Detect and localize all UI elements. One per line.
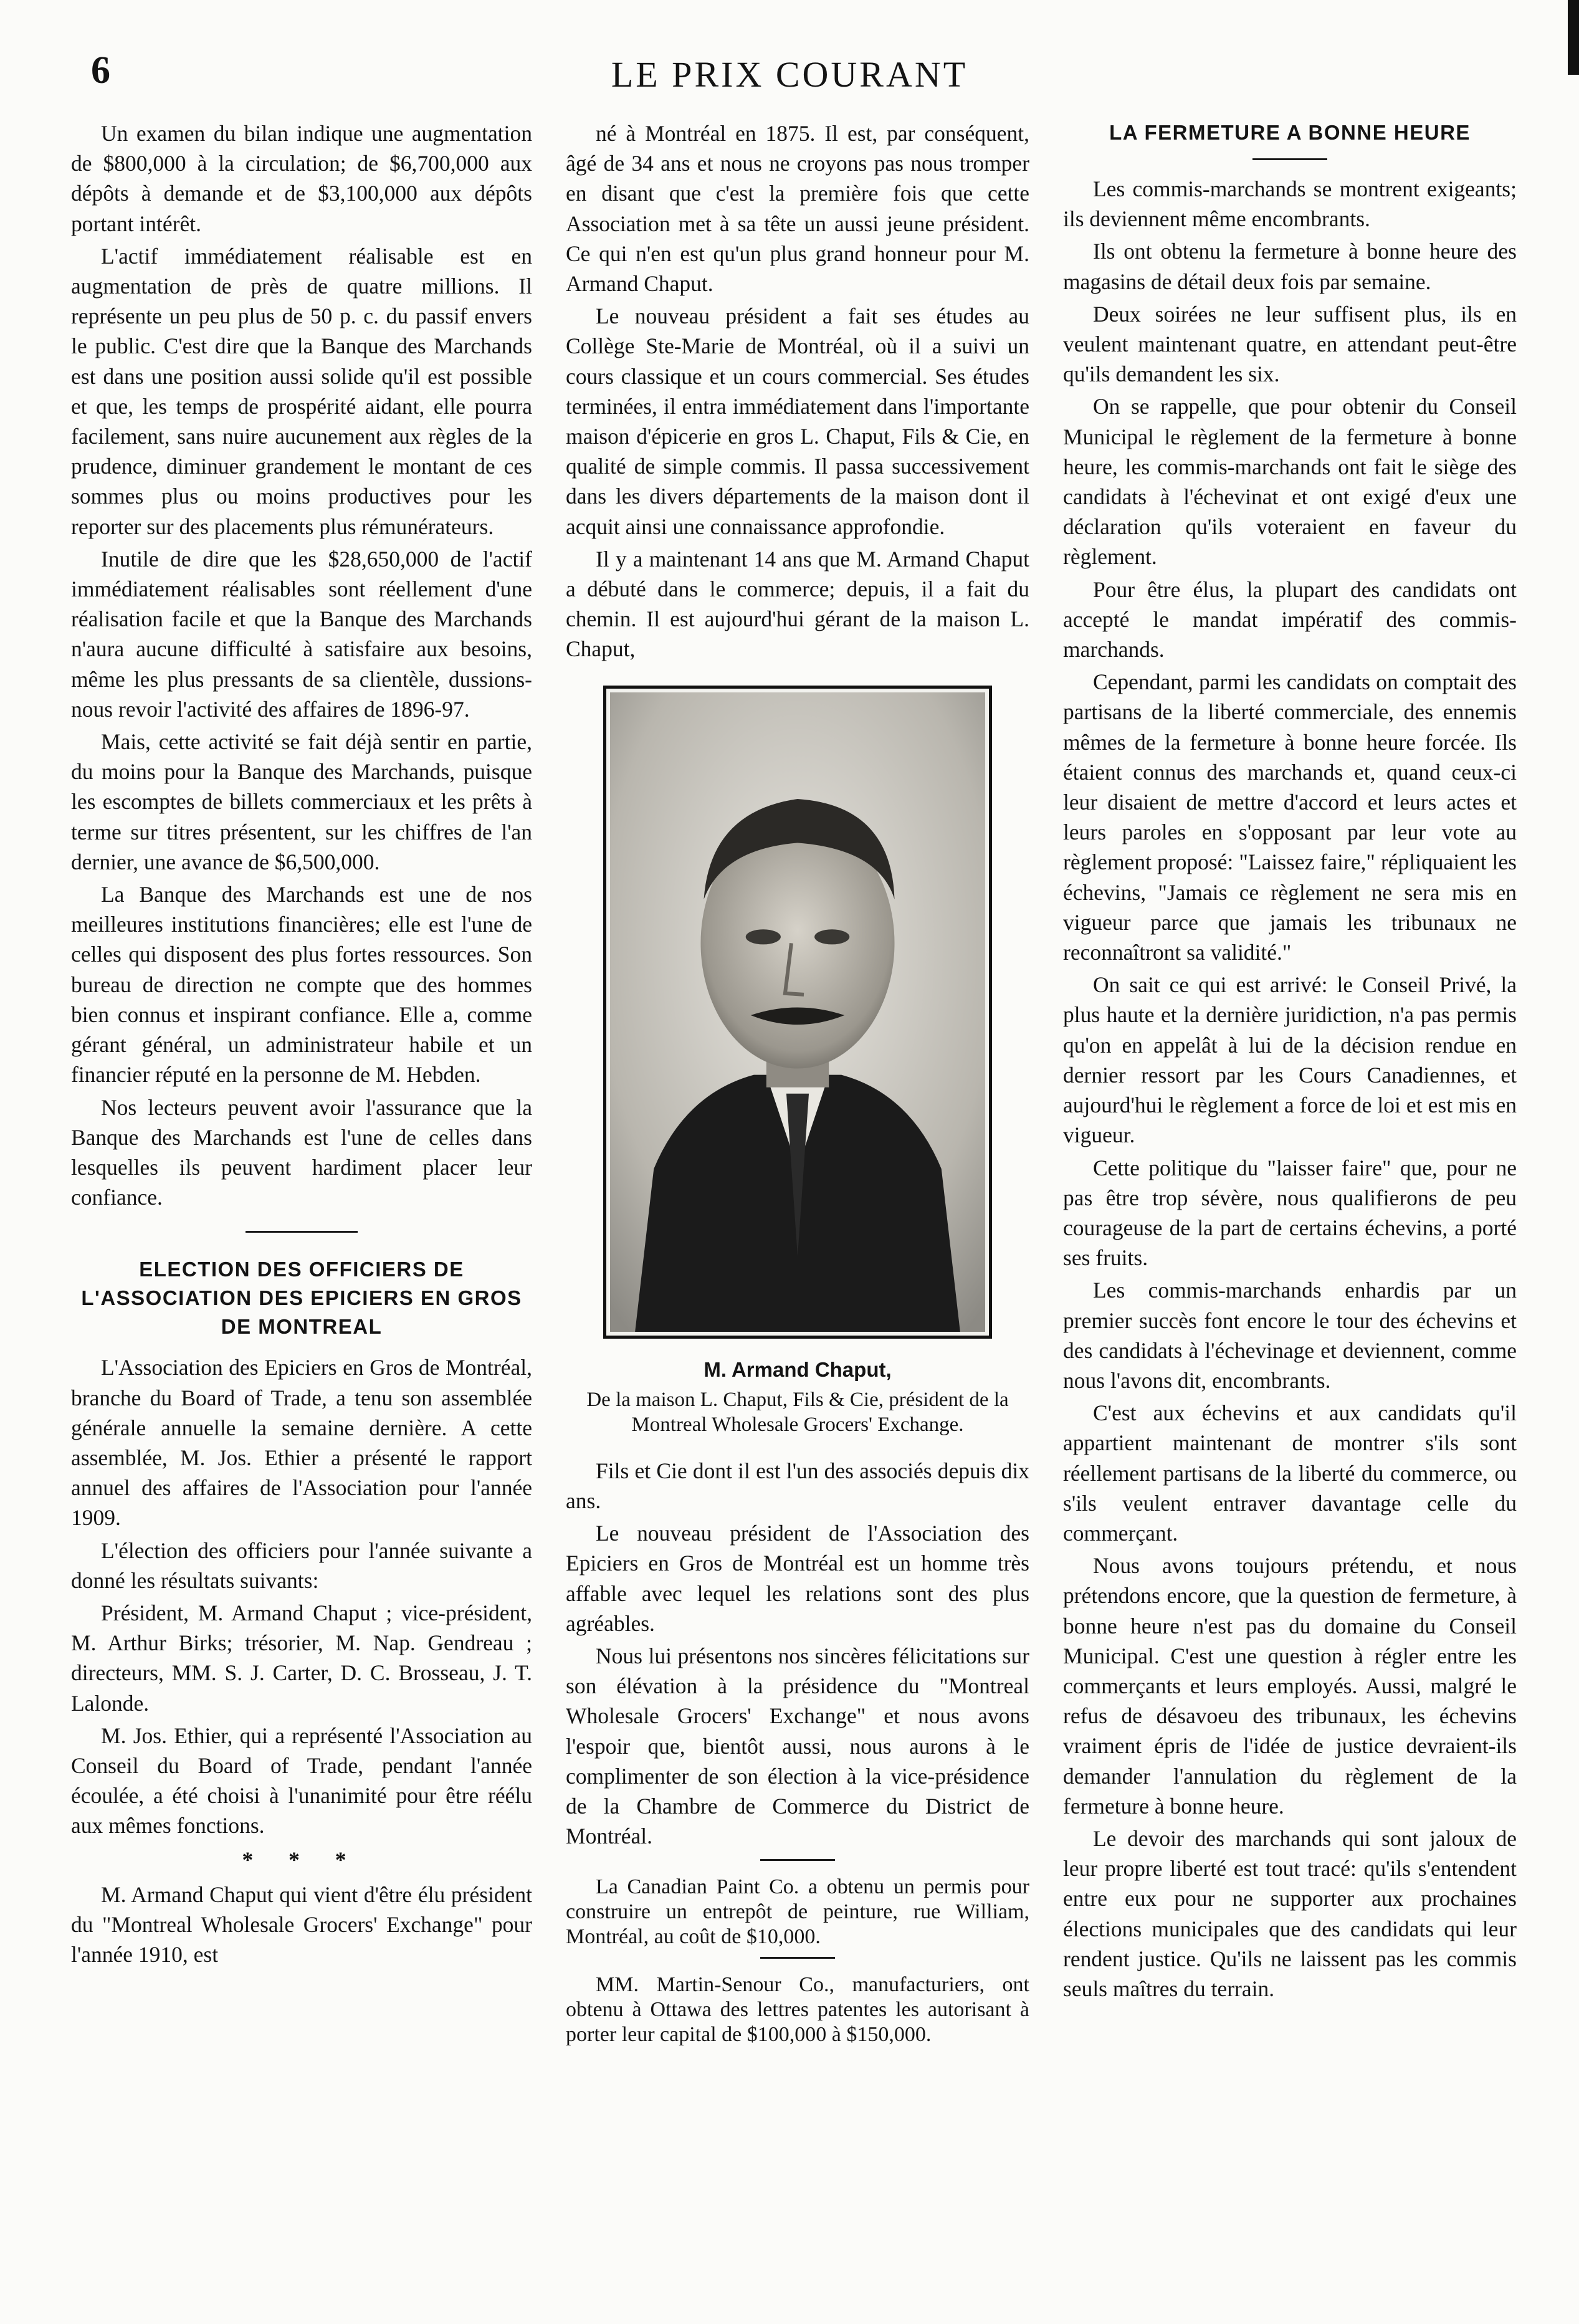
notice-martin-senour: MM. Martin-Senour Co., manufacturiers, ont obtenu à Ottawa des lettres patentes les autorisant à porter leur capital de $100,000 à $150,000. [566,1973,1029,2046]
election-paragraph-1: L'Association des Epiciers en Gros de Montréal, branche du Board of Trade, a tenu son assemblée générale annuelle la semaine dernière. A cette assemblée, M. Jos. Ethier a présenté le rapport annuel des affaires de l'Association pour l'année 1909. [71,1355,532,1531]
election-paragraph-4: M. Jos. Ethier, qui a représenté l'Association au Conseil du Board of Trade, pendant l'année écoulée, a été choisi à l'unanimité pour être réélu aux mêmes fonctions. [71,1723,532,1839]
bank-paragraph-4: Mais, cette activité se fait déjà sentir en partie, du moins pour la Banque des Marchands, puisque les escomptes de billets commerciaux et les prêts à terme sur titres présentent, sur les chiffres de l'an dernier, une avance de $6,500,000. [71,729,532,874]
closing-paragraph-10: C'est aux échevins et aux candidats qu'il appartient maintenant de montrer s'ils sont réellement partisans de la liberté du commerce, ou s'ils veulent entraver davantage celle du commerçant. [1063,1400,1517,1546]
headline-rule [1252,158,1327,160]
photo-caption-text: De la maison L. Chaput, Fils & Cie, président de la Montreal Wholesale Grocers' Exchange. [586,1388,1009,1436]
notice-block-1 [566,1875,1029,1949]
closing-paragraph-12: Le devoir des marchands qui sont jaloux de leur propre liberté est tout tracé: qu'ils s'entendent entre eux pour ne supporter aux prochaines élections municipales que des candidats qui leur rendent justice. Qu'ils ne laissent pas les commis seuls maîtres du terrain. [1063,1825,1517,2001]
notice-divider-2 [760,1957,835,1959]
chaput-paragraph-3: Il y a maintenant 14 ans que M. Armand Chaput a débuté dans le commerce; depuis, il a fait du chemin. Il est aujourd'hui gérant de la maison L. Chaput, [566,546,1029,662]
chaput-paragraph-1: né à Montréal en 1875. Il est, par conséquent, âgé de 34 ans et nous ne croyons pas nous tromper en disant que c'est la première fois que cette Association met à sa tête un aussi jeune président. Ce qui n'en est qu'un plus grand honneur pour M. Armand Chaput. [566,121,1029,297]
section-divider [246,1231,358,1233]
closing-paragraph-3: Deux soirées ne leur suffisent plus, ils en veulent maintenant quatre, en attendant peut-être qu'ils demandent les six. [1063,301,1517,387]
chaput-paragraph-6: Nous lui présentons nos sincères félicitations sur son élévation à la présidence du "Montreal Wholesale Grocers' Exchange" et nous avons l'espoir que, bientôt aussi, nous aurons à le complimenter de son élection à la vice-présidence de la Chambre de Commerce du District de Montréal. [566,1643,1029,1849]
photo-caption-name: M. Armand Chaput, [704,1357,892,1381]
running-head-title: LE PRIX COURANT [611,54,968,95]
bank-paragraph-2: L'actif immédiatement réalisable est en augmentation de près de quatre millions. Il représente un peu plus de 50 p. c. du passif envers le public. C'est dire que la Banque des Marchands est dans une position aussi solide qu'il est possible et que, les temps de prospérité aidant, elle pourra facilement, sans nuire aucunement aux règles de la prudence, diminuer grandement le montant de ces sommes plus ou moins productives pour les reporter sur des placements plus rémunérateurs. [71,243,532,539]
closing-paragraph-5: Pour être élus, la plupart des candidats ont accepté le mandat impératif des commis-marchands. [1063,576,1517,662]
chaput-paragraph-4: Fils et Cie dont il est l'un des associés depuis dix ans. [566,1458,1029,1514]
election-paragraph-3: Président, M. Armand Chaput ; vice-président, M. Arthur Birks; trésorier, M. Nap. Gendreau ; directeurs, MM. S. J. Carter, D. C. Brosseau, J. T. Lalonde. [71,1600,532,1716]
bank-paragraph-1: Un examen du bilan indique une augmentation de $800,000 à la circulation; de $6,700,000 aux dépôts à demande et de $3,100,000 aux dépôts portant intérêt. [71,121,532,236]
closing-paragraph-11: Nous avons toujours prétendu, et nous prétendons encore, que la question de fermeture, à bonne heure n'est pas du domaine du Conseil Municipal. C'est une question à régler entre les commerçants et leurs employés. Aussi, malgré le refus de désavoeu des tribunaux, les échevins vraiment épris de l'idée de justice devraient-ils demander l'annulation du règlement de la fermeture à bonne heure. [1063,1553,1517,1819]
election-paragraph-2: L'élection des officiers pour l'année suivante a donné les résultats suivants: [71,1537,532,1593]
portrait-photo [603,686,992,1339]
column-right [1063,118,1517,2006]
election-headline: ELECTION DES OFFICIERS DE L'ASSOCIATION DES EPICIERS EN GROS DE MONTREAL [81,1258,522,1339]
bank-paragraph-6: Nos lecteurs peuvent avoir l'assurance que la Banque des Marchands est l'une de celles dans lesquelles ils peuvent hardiment placer leur confiance. [71,1094,532,1210]
closing-paragraph-9: Les commis-marchands enhardis par un premier succès font encore le tour des échevins et des candidats à l'échevinage et deviennent, comme nous l'avons dit, encombrants. [1063,1278,1517,1393]
closing-paragraph-1: Les commis-marchands se montrent exigeants; ils deviennent même encombrants. [1063,176,1517,232]
bank-paragraph-5: La Banque des Marchands est une de nos meilleures institutions financières; elle est l'une de celles qui disposent des plus fortes ressources. Son bureau de direction ne compte que des hommes bien connus et inspirant confiance. Elle a, comme gérant général, un administrateur habile et un financier réputé en la personne de M. Hebden. [71,882,532,1088]
closing-paragraph-2: Ils ont obtenu la fermeture à bonne heure des magasins de détail deux fois par semaine. [1063,239,1517,294]
page-number: 6 [91,49,110,92]
closing-paragraph-7: On sait ce qui est arrivé: le Conseil Privé, la plus haute et la dernière juridiction, n'a pas permis qu'on en appelât à lui de la décision rendue en dernier ressort par les Cours Canadiennes, et aujourd'hui le règlement a force de loi et est mis en vigueur. [1063,972,1517,1148]
bank-paragraph-3: Inutile de dire que les $28,650,000 de l'actif immédiatement réalisables sont réellement d'une réalisation facile et que la Banque des Marchands n'aura aucune difficulté à satisfaire aux besoins, même les plus pressants de sa clientèle, dussions-nous revoir l'activité des affaires de 1896-97. [71,546,532,722]
closing-paragraph-8: Cette politique du "laisser faire" que, pour ne pas être trop sévère, nous qualifierons de peu courageuse de la part de certains échevins, a porté ses fruits. [1063,1155,1517,1271]
column-left [71,118,532,1972]
section-stars: * * * [242,1847,361,1872]
notice-block-2 [566,1973,1029,2047]
chaput-paragraph-2: Le nouveau président a fait ses études au Collège Ste-Marie de Montréal, où il a suivi un cours classique et un cours commercial. Ses études terminées, il entra immédiatement dans l'importante maison d'épicerie en gros L. Chaput, Fils & Cie, en qualité de simple commis. Il passa successivement dans les divers départements de la maison dont il acquit ainsi une connaissance approfondie. [566,304,1029,539]
notice-canadian-paint: La Canadian Paint Co. a obtenu un permis pour construire un entrepôt de peinture, rue William, Montréal, au coût de $10,000. [566,1875,1029,1948]
column-middle [566,118,1029,2050]
chaput-paragraph-5: Le nouveau président de l'Association des Epiciers en Gros de Montréal est un homme très affable avec lequel les relations sont des plus agréables. [566,1521,1029,1636]
portrait-image [610,692,985,1332]
closing-paragraph-6: Cependant, parmi les candidats on comptait des partisans de la liberté commerciale, des ennemis mêmes de la fermeture à bonne heure forcée. Ils étaient connus des marchands et, quand ceux-ci leur disaient de mettre d'accord et leurs actes et leurs paroles en s'opposant par leur vote au règlement proposé: "Laissez faire," répliquaient les échevins, "Jamais ce règlement ne sera mis en vigueur parce que jamais les tribunaux ne reconnaîtront sa validité." [1063,669,1517,965]
closing-hours-headline: LA FERMETURE A BONNE HEURE [1109,121,1471,144]
notice-divider-1 [760,1859,835,1861]
election-paragraph-5: M. Armand Chaput qui vient d'être élu président du "Montreal Wholesale Grocers' Exchange" pour l'année 1910, est [71,1882,532,1968]
closing-paragraph-4: On se rappelle, que pour obtenir du Conseil Municipal le règlement de la fermeture à bonne heure, les commis-marchands ont fait le siège des candidats à l'échevinat et ont exigé d'eux une déclaration qu'ils voteraient en faveur du règlement. [1063,394,1517,570]
